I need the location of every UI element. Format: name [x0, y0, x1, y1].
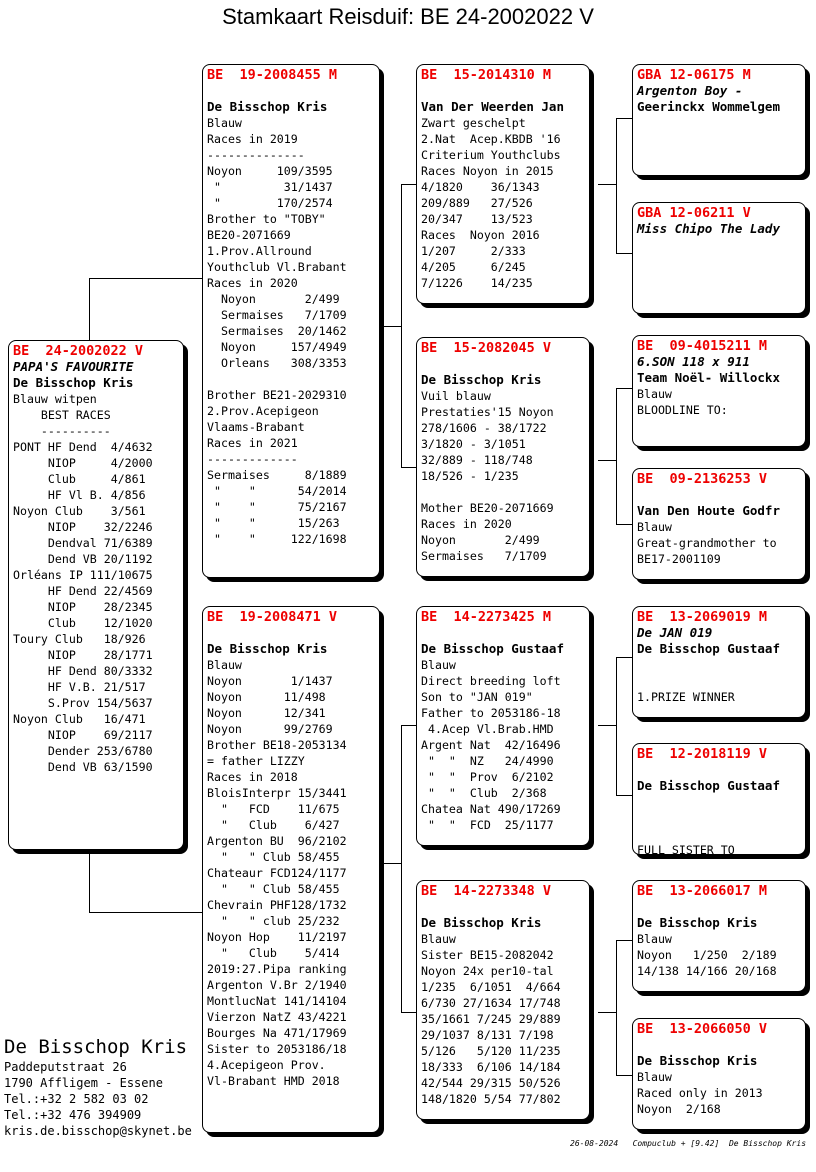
ring-number: BE 13-2066017 M [637, 883, 768, 899]
owner-block [4, 1035, 192, 1139]
card-line: " FCD 11/675 [207, 802, 340, 816]
card-line: Races in 2019 [207, 132, 298, 146]
card-line: ------------- [207, 452, 298, 466]
connector [616, 940, 617, 1075]
card-line: -------------- [207, 148, 305, 162]
card-line [637, 1037, 801, 1053]
card-line: " " Club 2/368 [421, 786, 547, 800]
card-line: Brother BE21-2029310 [207, 388, 347, 402]
card-line: NIOP 4/2000 [13, 456, 153, 470]
ring-number: BE 09-4015211 M [637, 338, 768, 354]
card-line: BEST RACES [13, 408, 111, 422]
card-line: Vl-Brabant HMD 2018 [207, 1074, 340, 1088]
card-line: 278/1606 - 38/1722 [421, 421, 547, 435]
card-line: Blauw [637, 387, 672, 401]
card-line: 42/544 29/315 50/526 [421, 1076, 561, 1090]
ring-number: BE 14-2273348 V [421, 883, 552, 899]
card-line: HF Dend 22/4569 [13, 584, 153, 598]
card-line: 29/1037 8/131 7/198 [421, 1028, 554, 1042]
card-line: HF V.B. 21/517 [13, 680, 146, 694]
card-line: Chevrain PHF128/1732 [207, 898, 347, 912]
connector [401, 467, 416, 468]
connector [598, 184, 616, 185]
card-line: Noyon 1/250 2/189 [637, 948, 777, 962]
connector [616, 388, 617, 524]
card-line [637, 673, 801, 689]
dam-sire-dam-card [632, 743, 806, 855]
card-line: De Bisschop Kris [13, 375, 134, 390]
card-line: De JAN 019 [637, 625, 713, 640]
connector [380, 863, 401, 864]
card-line: HF Vl B. 4/856 [13, 488, 146, 502]
card-line: " Club 6/427 [207, 818, 340, 832]
card-line: Blauw [421, 932, 456, 946]
card-line: Dend VB 20/1192 [13, 552, 153, 566]
card-line: " " 122/1698 [207, 532, 347, 546]
card-line: NIOP 28/2345 [13, 600, 153, 614]
card-line: " " FCD 25/1177 [421, 818, 554, 832]
card-line: Prestaties'15 Noyon [421, 405, 554, 419]
connector [616, 118, 632, 119]
connector [616, 795, 632, 796]
owner-street: Paddeputstraat 26 [4, 1060, 127, 1074]
card-line: 1/207 2/333 [421, 244, 526, 258]
card-line: S.Prov 154/5637 [13, 696, 153, 710]
card-line: FULL SISTER TO [637, 843, 735, 855]
card-line: " " club 25/232 [207, 914, 340, 928]
card-line: De Bisschop Kris [207, 99, 328, 114]
card-line: Blauw witpen [13, 392, 97, 406]
card-line: Brother to "TOBY" [207, 212, 326, 226]
card-line: Sermaises 8/1889 [207, 468, 347, 482]
card-line: 7/1226 14/235 [421, 276, 533, 290]
card-line: 2019:27.Pipa ranking [207, 962, 347, 976]
ring-number: BE 15-2082045 V [421, 340, 552, 356]
card-line [421, 899, 585, 915]
card-line: 18/526 - 1/235 [421, 469, 519, 483]
card-line: Criterium Youthclubs [421, 148, 561, 162]
dam-dam-card [416, 880, 590, 1120]
card-line: Chateaur FCD124/1177 [207, 866, 347, 880]
ring-number: BE 24-2002022 V [13, 343, 144, 359]
card-line: De Bisschop Kris [637, 1053, 758, 1068]
card-line: Orléans IP 111/10675 [13, 568, 153, 582]
card-line: Races Noyon 2016 [421, 228, 540, 242]
owner-phone: Tel.:+32 2 582 03 02 [4, 1092, 149, 1106]
card-line: BLOODLINE TO: [637, 403, 728, 417]
sire-dam-sire-card [632, 335, 806, 447]
card-line: 35/1661 7/245 29/889 [421, 1012, 561, 1026]
card-line: Direct breeding loft [421, 674, 561, 688]
card-line [637, 794, 801, 810]
card-line: De Bisschop Kris [421, 915, 542, 930]
owner-city: 1790 Affligem - Essene [4, 1076, 163, 1090]
card-line [637, 657, 801, 673]
card-line: Bourges Na 471/17969 [207, 1026, 347, 1040]
card-line: Dend VB 63/1590 [13, 760, 153, 774]
card-line: Sermaises 7/1709 [207, 308, 347, 322]
card-line: Great-grandmother to [637, 536, 777, 550]
card-line: 1.PRIZE WINNER [637, 690, 735, 704]
card-line [637, 826, 801, 842]
connector [89, 912, 204, 913]
card-line: 148/1820 5/54 77/802 [421, 1092, 561, 1106]
connector [616, 657, 632, 658]
card-line: PAPA'S FAVOURITE [13, 359, 134, 374]
card-line: BE17-2001109 [637, 552, 721, 566]
card-line [637, 810, 801, 826]
card-line: " 31/1437 [207, 180, 333, 194]
card-line: NIOP 32/2246 [13, 520, 153, 534]
sire-dam-dam-card [632, 468, 806, 580]
page-title: Stamkaart Reisduif: BE 24-2002022 V [222, 4, 594, 29]
card-line: = father LIZZY [207, 754, 305, 768]
card-line: Blauw [637, 1070, 672, 1084]
connector [401, 184, 402, 467]
sire-sire-dam-card [632, 202, 806, 314]
ring-number: BE 14-2273425 M [421, 609, 552, 625]
dam-dam-sire-card [632, 880, 806, 992]
connector [598, 460, 616, 461]
card-line: Brother BE18-2053134 [207, 738, 347, 752]
card-line: Noyon 2/168 [637, 1102, 721, 1116]
card-line: Argent Nat 42/16496 [421, 738, 561, 752]
connector [401, 725, 416, 726]
card-line [637, 899, 801, 915]
card-line: 4/1820 36/1343 [421, 180, 540, 194]
card-line: Noyon Club 16/471 [13, 712, 146, 726]
connector [616, 657, 617, 795]
connector [616, 388, 632, 389]
card-line [207, 371, 375, 387]
card-line: Noyon Club 3/561 [13, 504, 146, 518]
card-line: 4.Acepigeon Prov. [207, 1058, 326, 1072]
card-line: BE20-2071669 [207, 228, 291, 242]
connector [598, 725, 616, 726]
card-line: BloisInterpr 15/3441 [207, 786, 347, 800]
ring-number: BE 19-2008471 V [207, 609, 338, 625]
connector [89, 278, 204, 279]
card-line: 2.Nat Acep.KBDB '16 [421, 132, 561, 146]
card-line: Blauw [421, 658, 456, 672]
card-line: 3/1820 - 3/1051 [421, 437, 526, 451]
sire-sire-sire-card [632, 64, 806, 176]
sire-card [202, 64, 380, 578]
card-line: De Bisschop Kris [207, 641, 328, 656]
card-line: Orleans 308/3353 [207, 356, 347, 370]
card-line: Blauw [207, 658, 242, 672]
card-line: Argenton BU 96/2102 [207, 834, 347, 848]
card-line: 6/730 27/1634 17/748 [421, 996, 561, 1010]
connector [616, 1075, 632, 1076]
card-line: Noyon 157/4949 [207, 340, 347, 354]
card-line: MontlucNat 141/14104 [207, 994, 347, 1008]
dam-sire-card [416, 606, 590, 846]
ring-number: BE 09-2136253 V [637, 471, 768, 487]
card-line: Dender 253/6780 [13, 744, 153, 758]
connector [89, 850, 90, 912]
card-line: Toury Club 18/926 [13, 632, 146, 646]
card-line: 5/126 5/120 11/235 [421, 1044, 561, 1058]
card-line: Vlaams-Brabant [207, 420, 305, 434]
connector [598, 1012, 616, 1013]
ring-number: BE 13-2066050 V [637, 1021, 768, 1037]
card-line: " 170/2574 [207, 196, 333, 210]
card-line: Vierzon NatZ 43/4221 [207, 1010, 347, 1024]
card-line: Races in 2020 [421, 517, 512, 531]
owner-name: De Bisschop Kris [4, 1036, 188, 1058]
card-line: " " 54/2014 [207, 484, 347, 498]
ring-number: BE 13-2069019 M [637, 609, 768, 625]
card-line [421, 356, 585, 372]
sire-sire-card [416, 64, 590, 304]
card-line: 1.Prov.Allround [207, 244, 312, 258]
card-line [207, 625, 375, 641]
dam-dam-dam-card [632, 1018, 806, 1130]
connector [89, 278, 90, 340]
card-line: Noyon 12/341 [207, 706, 326, 720]
card-line: HF Dend 80/3332 [13, 664, 153, 678]
card-line: PONT HF Dend 4/4632 [13, 440, 153, 454]
dam-sire-sire-card [632, 606, 806, 718]
card-line: Geerinckx Wommelgem [637, 99, 780, 114]
card-line: NIOP 28/1771 [13, 648, 153, 662]
footer-print-info: 26-08-2024 Compuclub + [9.42] De Bisschop Kris [570, 1139, 807, 1148]
connector [616, 253, 632, 254]
card-line: Noyon 99/2769 [207, 722, 333, 736]
connector [401, 725, 402, 1012]
card-line: 18/333 6/106 14/184 [421, 1060, 561, 1074]
card-line: De Bisschop Gustaaf [421, 641, 564, 656]
card-line: Argenton Boy - [637, 83, 743, 98]
card-line: " " Prov 6/2102 [421, 770, 554, 784]
card-line: 2.Prov.Acepigeon [207, 404, 319, 418]
card-line: De Bisschop Gustaaf [637, 641, 780, 656]
card-line: 209/889 27/526 [421, 196, 533, 210]
card-line: " " Club 58/455 [207, 882, 340, 896]
card-line [207, 83, 375, 99]
card-line: Noyon 24x per10-tal [421, 964, 554, 978]
card-line: Sister BE15-2082042 [421, 948, 554, 962]
card-line: Blauw [637, 520, 672, 534]
card-line: Noyon 2/499 [207, 292, 340, 306]
card-line: ---------- [13, 424, 111, 438]
card-line: Father to 2053186-18 [421, 706, 561, 720]
ring-number: GBA 12-06175 M [637, 67, 751, 83]
card-line: Son to "JAN 019" [421, 690, 533, 704]
card-line: Vuil blauw [421, 389, 491, 403]
card-line: Argenton V.Br 2/1940 [207, 978, 347, 992]
connector [380, 326, 401, 327]
card-line [421, 484, 585, 500]
ring-number: GBA 12-06211 V [637, 205, 751, 221]
card-line: Van Den Houte Godfr [637, 503, 780, 518]
dam-card [202, 606, 380, 1133]
card-line: Club 12/1020 [13, 616, 153, 630]
card-line: De Bisschop Kris [637, 915, 758, 930]
sire-dam-card [416, 337, 590, 577]
subject-pigeon-card [8, 340, 184, 850]
card-line: Noyon 109/3595 [207, 164, 333, 178]
card-line [637, 762, 801, 778]
card-line: Noyon Hop 11/2197 [207, 930, 347, 944]
card-line: 32/889 - 118/748 [421, 453, 533, 467]
connector [616, 118, 617, 253]
card-line: Club 4/861 [13, 472, 146, 486]
card-line: Races in 2020 [207, 276, 298, 290]
card-line: Sister to 2053186/18 [207, 1042, 347, 1056]
card-line: " " 15/263 [207, 516, 340, 530]
card-line: 14/138 14/166 20/168 [637, 964, 777, 978]
card-line: Races in 2018 [207, 770, 298, 784]
owner-email: kris.de.bisschop@skynet.be [4, 1124, 192, 1138]
card-line: Sermaises 20/1462 [207, 324, 347, 338]
card-line: " " Club 58/455 [207, 850, 340, 864]
ring-number: BE 15-2014310 M [421, 67, 552, 83]
card-line: Raced only in 2013 [637, 1086, 763, 1100]
card-line [421, 83, 585, 99]
card-line: 1/235 6/1051 4/664 [421, 980, 561, 994]
card-line: Blauw [207, 116, 242, 130]
card-line: Sermaises 7/1709 [421, 549, 547, 563]
ring-number: BE 19-2008455 M [207, 67, 338, 83]
card-line: Youthclub Vl.Brabant [207, 260, 347, 274]
card-line: Dendval 71/6389 [13, 536, 153, 550]
card-line: 20/347 13/523 [421, 212, 533, 226]
card-line: Noyon 11/498 [207, 690, 326, 704]
card-line: Blauw [637, 932, 672, 946]
card-line [421, 625, 585, 641]
card-line: Van Der Weerden Jan [421, 99, 564, 114]
owner-mobile: Tel.:+32 476 394909 [4, 1108, 142, 1122]
connector [401, 1012, 416, 1013]
card-line: NIOP 69/2117 [13, 728, 153, 742]
card-line: Races Noyon in 2015 [421, 164, 554, 178]
card-line: " " 75/2167 [207, 500, 347, 514]
card-line [637, 487, 801, 503]
ring-number: BE 12-2018119 V [637, 746, 768, 762]
card-line: 4/205 6/245 [421, 260, 526, 274]
connector [616, 940, 632, 941]
card-line: Mother BE20-2071669 [421, 501, 554, 515]
card-line: Noyon 2/499 [421, 533, 540, 547]
card-line: Team Noël- Willockx [637, 370, 780, 385]
card-line: Races in 2021 [207, 436, 298, 450]
card-line: " " NZ 24/4990 [421, 754, 554, 768]
card-line: De Bisschop Gustaaf [637, 778, 780, 793]
connector [616, 524, 632, 525]
card-line: " Club 5/414 [207, 946, 340, 960]
card-line: 4.Acep Vl.Brab.HMD [421, 722, 554, 736]
card-line: Zwart geschelpt [421, 116, 526, 130]
card-line: 6.SON 118 x 911 [637, 354, 750, 369]
card-line: Miss Chipo The Lady [637, 221, 780, 236]
card-line: De Bisschop Kris [421, 372, 542, 387]
card-line: Chatea Nat 490/17269 [421, 802, 561, 816]
connector [401, 184, 416, 185]
card-line: Noyon 1/1437 [207, 674, 333, 688]
